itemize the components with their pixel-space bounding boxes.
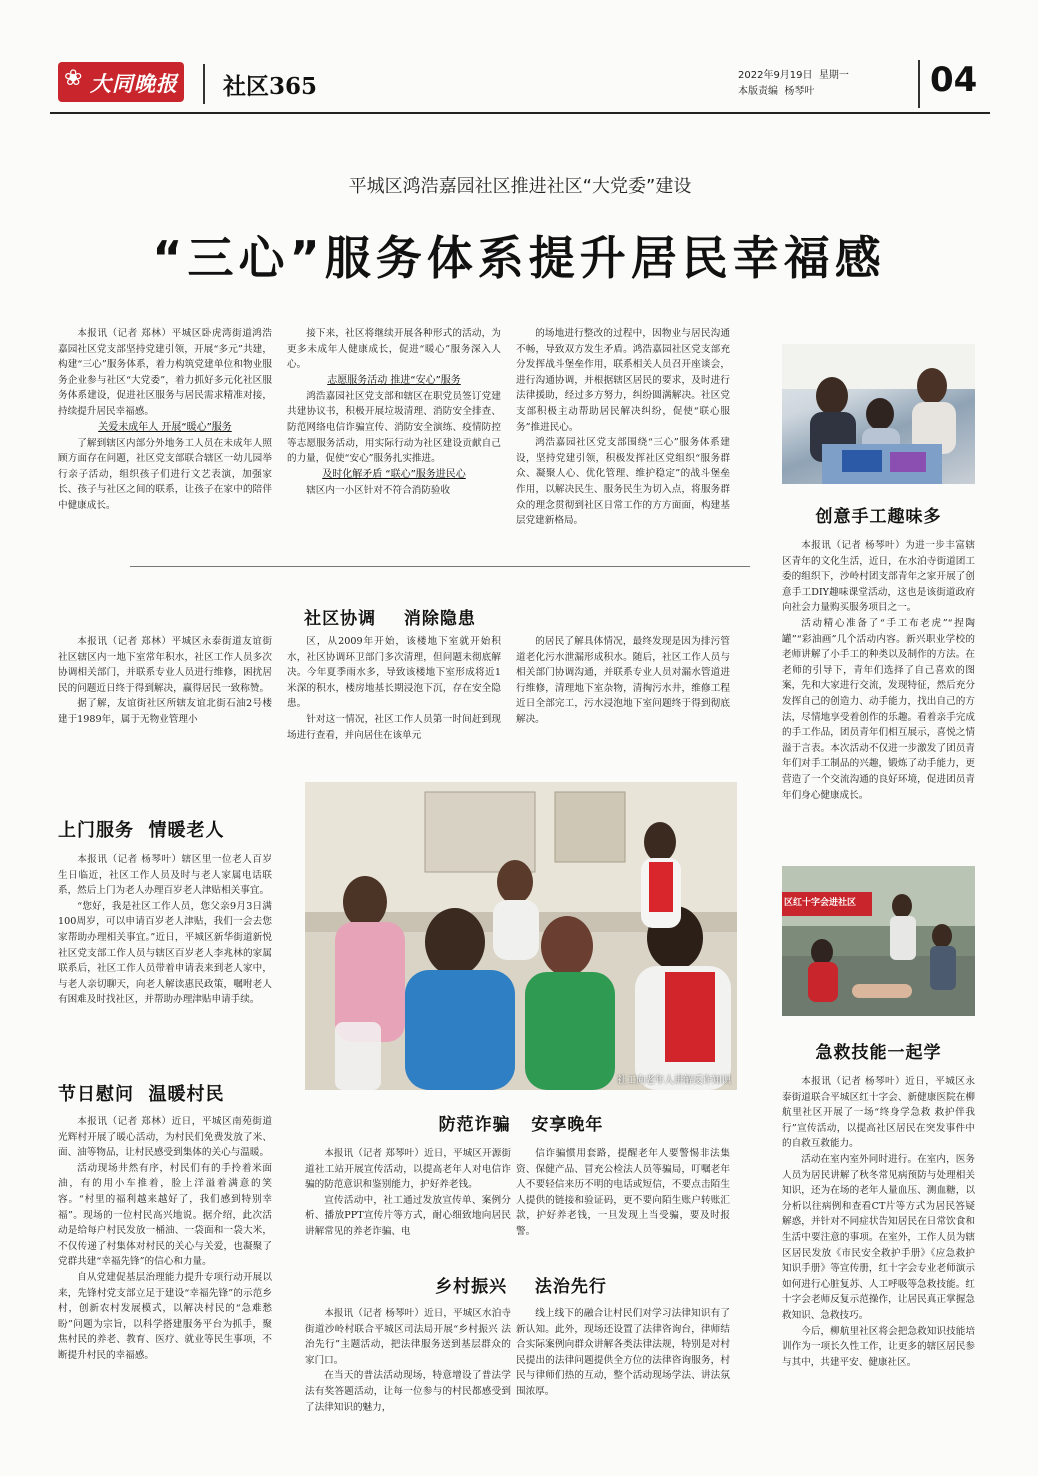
community-column-2: [287, 634, 501, 743]
handcraft-paragraph: 活动精心准备了“手工布老虎”“捏陶罐”“彩油画”几个活动内容。新兴职业学校的老师讲解了小手工的种类以及制作的方法。在老师的引导下，青年们选择了自己喜欢的图案，先和大家进行交流，发现特征，然后充分发挥自己的创造力、动手能力，找出自己的方法，尽情地享受着创作的乐趣。看着亲手完成的手工作品，团员青年们相互展示，喜悦之情溢于言表。本次活动不仅进一步激发了团员青年们对手工制品的兴趣，锻炼了动手能力，更营造了一个交流沟通的良好环境，促进团员青年们身心健康成长。: [782, 617, 975, 801]
anti-fraud-photo: [305, 782, 737, 1090]
lead-paragraph: 辖区内一小区针对不符合消防验收: [306, 484, 451, 496]
lead-column-2: [287, 326, 501, 498]
masthead-divider: [203, 64, 205, 104]
lead-subheading: 志愿服务活动 推进“安心”服务: [327, 374, 461, 386]
masthead-underline: [50, 112, 990, 114]
lead-headline: “三心”服务体系提升居民幸福感: [152, 231, 886, 285]
handcraft-photo: [782, 344, 975, 484]
fraud-paragraph: 信诈骗惯用套路，提醒老年人要警惕非法集资、保健产品、冒充公检法人员等骗局，叮嘱老年人不要轻信来历不明的电话或短信，不要点击陌生人提供的链接和验证码，更不要向陌生账户转账汇款，护好养老钱，一旦发现上当受骗，要及时报警。: [516, 1148, 730, 1237]
lead-paragraph: 本报讯（记者 郑林）平城区卧虎湾街道鸿浩嘉园社区党支部坚持党建引领，开展“多元”共建，构建“三心”服务体系，着力构筑党建单位和物业服务企业参与社区“大党委”，着力抓好多元化社区服务体系建设，促进社区服务与居民需求精准对接，持续提升居民幸福感。: [58, 328, 272, 417]
fraud-column-2: [516, 1146, 730, 1240]
handcraft-body: [782, 538, 975, 803]
law-paragraph: 在当天的普法活动现场，特意增设了普法学法有奖答题活动，让每一位参与的村民都感受到了法律知识的魅力，: [305, 1370, 511, 1413]
section-title: 社区365: [223, 73, 318, 100]
fraud-paragraph: 本报讯（记者 郑琴叶）近日，平城区开源街道社工站开展宣传活动，以提高老年人对电信诈骗的防范意识和鉴别能力，护好养老钱。: [305, 1148, 511, 1191]
law-title: 乡村振兴 法治先行: [435, 1277, 607, 1297]
lead-paragraph: 的场地进行整改的过程中，因物业与居民沟通不畅，导致双方发生矛盾。鸿浩嘉园社区党支部充分发挥战斗堡垒作用，联系相关人员召开座谈会，进行沟通协调，并根据辖区居民的要求，及时进行法律援助，经过多方努力，纠纷圆满解决。社区党支部积极主动帮助居民解决纠纷，促使“联心服务”推进民心。: [516, 328, 730, 433]
page-editor: 本版责编 杨琴叶: [738, 86, 815, 97]
logo-text: 大同晚报: [90, 72, 178, 96]
fraud-column-1: [305, 1146, 511, 1240]
law-column-1: [305, 1306, 511, 1415]
village-body: [58, 1114, 272, 1364]
elderly-paragraph: 本报讯（记者 杨琴叶）辖区里一位老人百岁生日临近，社区工作人员及时与老人家属电话联系，然后上门为老人办理百岁老人津贴相关事宜。: [58, 854, 272, 897]
community-paragraph: 区，从2009年开始，该楼地下室就开始积水，社区协调环卫部门多次清理，但问题未彻底解决。今年夏季雨水多，导致该楼地下室形成将近1米深的积水，楼房地基长期浸泡下沉，存在安全隐患。: [287, 636, 501, 710]
anti-fraud-photo-illustration: [305, 782, 737, 1090]
elderly-paragraph: “您好，我是社区工作人员，您父亲9月3日满100周岁，可以申请百岁老人津贴，我们一会去您家帮助办理相关事宜。”近日，平城区新华街道新悦社区党支部工作人员与辖区百岁老人李兆林的家属联系后，社区工作人员带着申请表来到老人家中，与老人亲切聊天，向老人解读惠民政策，嘱咐老人有困难及时找社区，并帮助办理津贴申请手续。: [58, 900, 272, 1006]
elderly-title: 上门服务 情暖老人: [58, 820, 225, 841]
issue-date: 2022年9月19日 星期一: [738, 70, 849, 81]
newspaper-logo: [58, 62, 184, 102]
lead-column-3: [516, 326, 730, 529]
lead-paragraph: 接下来，社区将继续开展各种形式的活动，为更多未成年人健康成长，促进“暖心”服务深入人心。: [287, 328, 501, 371]
handcraft-title: 创意手工趣味多: [815, 507, 942, 527]
community-column-3: [516, 634, 730, 728]
first-aid-title: 急救技能一起学: [815, 1043, 942, 1063]
community-title: 社区协调 消除隐患: [304, 609, 476, 629]
fraud-title: 防范诈骗 安享晚年: [438, 1115, 604, 1135]
masthead: [50, 58, 990, 116]
village-paragraph: 本报讯（记者 郑林）近日，平城区南苑街道光辉村开展了暖心活动，为村民们免费发放了米、面、油等物品，让村民感受到集体的关心与温暖。: [58, 1116, 272, 1159]
first-aid-paragraph: 活动在室内室外同时进行。在室内，医务人员为居民讲解了秋冬常见病预防与处理相关知识，还为在场的老年人量血压、测血糖，以分析以往病例和查看CT片等方式为居民答疑解惑，并针对不同症状告知居民在日常饮食和生活中要注意的事项。在室外，工作人员为辖区居民发放《市民安全救护手册》《应急救护知识手册》等宣传册，红十字会专业老师演示如何进行心脏复苏、人工呼吸等急救技能。红十字会老师反复示范操作，让居民真正掌握急救知识、急救技巧。: [782, 1153, 975, 1321]
lead-subheading: 关爱未成年人 开展“暖心”服务: [98, 421, 232, 433]
page-number: 04: [930, 60, 978, 100]
village-paragraph: 自从党建促基层治理能力提升专项行动开展以来，先锋村党支部立足于建设“幸福先锋”的示范乡村，创新农村发展模式，以解决村民的“急难愁盼”问题为宗旨，以科学搭建服务平台为抓手，聚焦村民的养老、教育、医疗、就业等民生事项，不断提升村民的幸福感。: [58, 1271, 272, 1361]
first-aid-paragraph: 今后，柳航里社区将会把急救知识技能培训作为一项长久性工作，让更多的辖区居民参与其中，共建平安、健康社区。: [782, 1325, 975, 1368]
lead-paragraph: 鸿浩嘉园社区党支部围绕“三心”服务体系建设，坚持党建引领，积极发挥社区党组织“服务群众、凝聚人心、优化管理、维护稳定”的战斗堡垒作用，以解决民生、服务民生为切入点，将服务群众的理念贯彻到社区日常工作的方方面面，构建基层党建新格局。: [516, 437, 730, 527]
community-paragraph: 针对这一情况，社区工作人员第一时间赶到现场进行查看，并向居住在该单元: [287, 713, 501, 741]
fraud-paragraph: 宣传活动中，社工通过发放宣传单、案例分析、播放PPT宣传片等方式，耐心细致地向居民讲解常见的养老诈骗、电: [305, 1194, 511, 1237]
village-title: 节日慰问 温暖村民: [58, 1084, 225, 1105]
photo-caption: 社工向老年人讲解反诈知识: [616, 1075, 731, 1086]
law-paragraph: 线上线下的融合让村民们对学习法律知识有了新认知。此外，现场还设置了法律咨询台，律师结合实际案例向群众讲解各类法律法规，特别是对村民提出的法律问题提供全方位的法律咨询服务，村民与律师们热的互动，整个活动现场学法、讲法氛围浓厚。: [516, 1308, 730, 1397]
community-column-1: [58, 634, 272, 728]
first-aid-body: [782, 1074, 975, 1370]
first-aid-photo-illustration: [782, 866, 975, 1016]
community-paragraph: 本报讯（记者 郑林）平城区永泰街道友谊街社区辖区内一地下室常年积水，社区工作人员多次协调相关部门，并联系专业人员进行维修，困扰居民的问题近日终于得到解决，赢得居民一致称赞。: [58, 636, 272, 694]
elderly-body: [58, 852, 272, 1008]
lead-kicker: 平城区鸿浩嘉园社区推进社区“大党委”建设: [348, 176, 692, 197]
lead-subheading: 及时化解矛盾 “联心”服务进民心: [322, 468, 466, 480]
handcraft-paragraph: 本报讯（记者 杨琴叶）为进一步丰富辖区青年的文化生活，近日，在水泊寺街道团工委的组织下，沙岭村团支部青年之家开展了创意手工DIY趣味课堂活动，这也是该街道政府向社会力量购买服务项目之一。: [782, 540, 975, 614]
section-divider: [130, 566, 750, 567]
lead-paragraph: 了解到辖区内部分外地务工人员在未成年人照顾方面存在问题，社区党支部联合辖区一幼儿园举行亲子活动，组织孩子们进行文艺表演，加强家长、孩子与社区之间的联系，让孩子在家中的陪伴中健康成长。: [58, 437, 272, 511]
law-column-2: [516, 1306, 730, 1400]
law-paragraph: 本报讯（记者 杨琴叶）近日，平城区水泊寺街道沙岭村联合平城区司法局开展“乡村振兴 法治先行”主题活动，把法律服务送到基层群众的家门口。: [305, 1308, 511, 1366]
page-number-divider: [918, 60, 920, 108]
village-paragraph: 活动现场井然有序，村民们有的手拎着米面油，有的用小车推着，脸上洋溢着满意的笑容。“村里的福利越来越好了，我们感到特别幸福”。现场的一位村民高兴地说。据介绍，此次活动是给每户村民发放一桶油、一袋面和一袋大米，不仅传递了村集体对村民的关心与关爱，也凝聚了党群共建“幸福先锋”的信心和力量。: [58, 1162, 272, 1268]
first-aid-photo: [782, 866, 975, 1016]
lead-paragraph: 鸿浩嘉园社区党支部和辖区在职党员签订党建共建协议书，积极开展垃圾清理、消防安全排查、防范网络电信诈骗宣传、消防安全演练、疫情防控等志愿服务活动，用实际行动为社区建设贡献自己的力量，促使“安心”服务扎实推进。: [287, 390, 501, 465]
community-paragraph: 的居民了解具体情况，最终发现是因为排污管道老化污水泄漏形成积水。随后，社区工作人员与相关部门协调沟通，并联系专业人员对漏水管道进行维修，清理地下室杂物，清掏污水井，维修工程近日全部完工，污水浸泡地下室问题终于得到彻底解决。: [516, 636, 730, 725]
first-aid-banner: 区红十字会进社区: [784, 898, 857, 908]
logo-flame-icon: ❀: [64, 66, 83, 91]
lead-column-1: [58, 326, 272, 514]
handcraft-photo-illustration: [782, 344, 975, 484]
first-aid-paragraph: 本报讯（记者 杨琴叶）近日，平城区永泰街道联合平城区红十字会、新健康医院在柳航里社区开展了一场“终身学急救 救护伴我行”宣传活动，以提高社区居民在突发事件中的自救互救能力。: [782, 1076, 975, 1150]
community-paragraph: 据了解，友谊街社区所辖友谊北街石油2号楼建于1989年，属于无物业管理小: [58, 698, 272, 725]
